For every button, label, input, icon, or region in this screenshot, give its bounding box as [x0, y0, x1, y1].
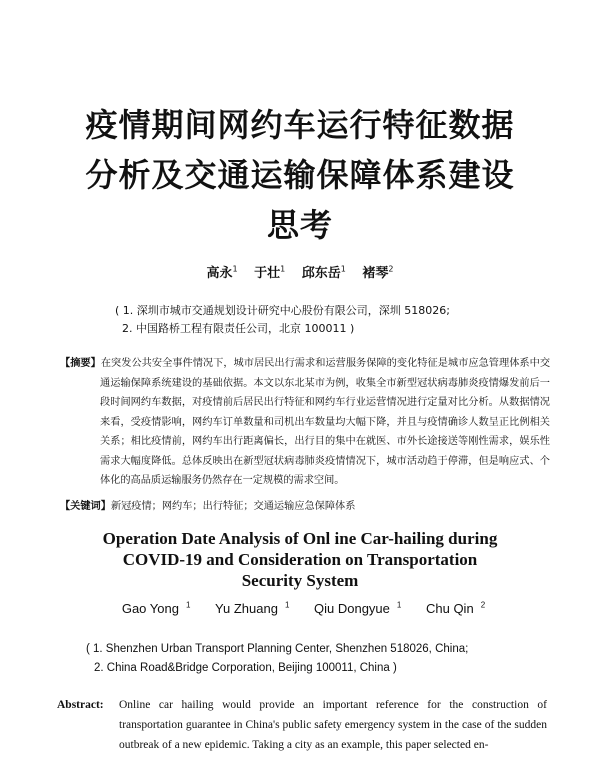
english-abstract-label: Abstract: — [57, 699, 104, 711]
chinese-keywords-text: 新冠疫情；网约车；出行特征；交通运输应急保障体系 — [110, 501, 356, 512]
chinese-affiliation-line-1: ( 1. 深圳市城市交通规划设计研究中心股份有限公司，深圳 518026; — [115, 304, 450, 317]
chinese-affiliations — [115, 302, 575, 338]
english-title-line-3: Security System — [241, 571, 359, 590]
english-abstract — [57, 695, 547, 755]
chinese-abstract — [60, 354, 550, 491]
english-author: Qiu Dongyue $^1$ — [314, 601, 402, 617]
chinese-author: 褚琴$^2$ — [362, 264, 394, 281]
english-title — [60, 528, 540, 591]
english-author: Gao Yong $^1$ — [121, 601, 191, 617]
english-authors — [0, 601, 600, 616]
english-affiliation-line-2: 2. China Road&Bridge Corporation, Beijing 100011, China ) — [94, 662, 397, 674]
chinese-abstract-label: 【摘要】 — [60, 358, 101, 369]
chinese-authors — [0, 262, 600, 281]
english-affiliation-line-1: ( 1. Shenzhen Urban Transport Planning Center, Shenzhen 518026, China; — [86, 643, 469, 655]
english-author: Chu Qin $^2$ — [425, 601, 486, 617]
english-title-line-1: Operation Date Analysis of Onl ine Car-hailing during — [102, 529, 498, 548]
chinese-author: 邱东岳$^1$ — [301, 264, 346, 281]
chinese-keywords — [60, 497, 550, 512]
chinese-keywords-label: 【关键词】 — [60, 501, 111, 512]
chinese-title-line-1: 疫情期间网约车运行特征数据 — [85, 106, 515, 144]
chinese-title-line-3: 思考 — [266, 206, 333, 244]
english-title-line-2: COVID-19 and Consideration on Transportation — [122, 550, 478, 569]
english-abstract-text: Online car hailing would provide an important reference for the construction of transportation guarantee in China's public safety emergency system in the case of the sudden outbreak of a new epidemic. Taking a city as an example, this paper selected en- — [119, 699, 547, 751]
chinese-abstract-text: 在突发公共安全事件情况下，城市居民出行需求和运营服务保障的变化特征是城市应急管理体系中交通运输保障系统建设的基础依据。本文以东北某市为例，收集全市新型冠状病毒肺炎疫情爆发前后一段时间网约车数据，对疫情前后居民出行特征和网约车行业运营情况进行定量对比分析。从数据情况来看，受疫情影响，网约车订单数量和司机出车数量均大幅下降，并且与疫情确诊人数呈正比例相关关系；相比疫情前，网约车出行距离偏长，出行目的集中在就医、市外长途接送等刚性需求，娱乐性需求大幅度降低。总体反映出在新型冠状病毒肺炎疫情情况下，城市活动趋于停滞，但是响应式、个体化的高品质运输服务仍然存在一定规模的需求空间。 — [100, 358, 551, 486]
chinese-title — [40, 100, 560, 250]
chinese-affiliation-line-2: 2. 中国路桥工程有限责任公司，北京 100011 ) — [122, 322, 355, 335]
chinese-title-line-2: 分析及交通运输保障体系建设 — [85, 156, 515, 194]
english-author: Yu Zhuang $^1$ — [215, 601, 290, 617]
chinese-author: 高永$^1$ — [206, 264, 238, 281]
english-affiliations — [86, 640, 586, 678]
chinese-author: 于壮$^1$ — [254, 264, 286, 281]
